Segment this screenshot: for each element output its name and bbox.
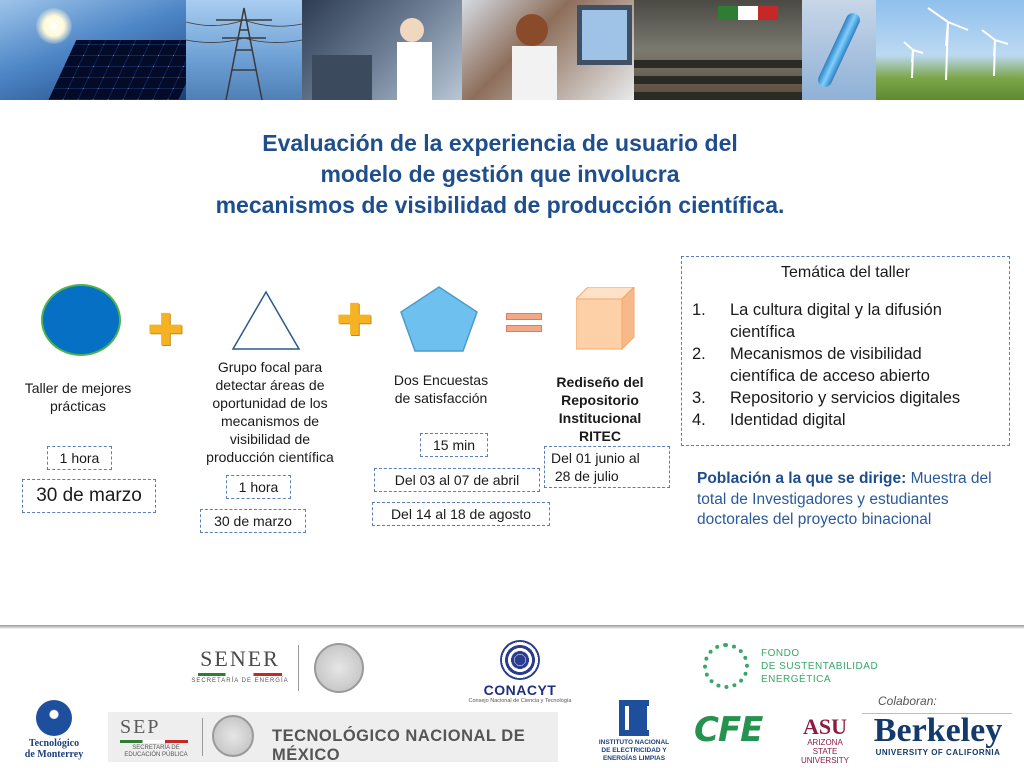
- surveys-date-box-2: Del 14 al 18 de agosto: [372, 502, 550, 526]
- topics-box: [681, 256, 1010, 446]
- workshop-date-box: 30 de marzo: [22, 479, 156, 513]
- mexico-seal-icon: [314, 643, 364, 693]
- topic-item: [692, 343, 999, 387]
- focus-group-label-line: oportunidad de los: [212, 395, 328, 411]
- topics-list: [692, 299, 999, 431]
- conacyt-logo-word: CONACYT: [483, 682, 557, 698]
- workshop-label-line: Taller de mejores: [24, 380, 132, 396]
- sep-tecnm-logo: [108, 712, 558, 762]
- berkeley-logo-sub: UNIVERSITY OF CALIFORNIA: [875, 748, 1001, 757]
- conacyt-logo-sub: Consejo Nacional de Ciencia y Tecnología: [468, 698, 572, 704]
- title-line-2: modelo de gestión que involucra: [320, 161, 680, 187]
- focus-group-label-line: visibilidad de: [229, 431, 311, 447]
- asu-logo-sub-line: UNIVERSITY: [800, 756, 849, 765]
- fondo-ring-icon: [703, 643, 749, 689]
- topic-item: [692, 409, 999, 431]
- banner-testtube-image: [802, 0, 876, 100]
- redesign-date-box: [544, 446, 670, 488]
- fondo-sustentabilidad-logo: [703, 643, 893, 689]
- fondo-logo-line: DE SUSTENTABILIDAD: [761, 660, 879, 672]
- ine-logo-line: INSTITUTO NACIONAL: [598, 739, 670, 746]
- topic-text: Repositorio y servicios digitales: [730, 389, 961, 407]
- tec-monterrey-logo: [22, 700, 86, 760]
- workshop-label-line: prácticas: [49, 398, 107, 414]
- surveys-date-box-1: Del 03 al 07 de abril: [374, 468, 540, 492]
- berkeley-logo-word: Berkeley: [873, 712, 1003, 749]
- topic-text: [730, 343, 930, 387]
- ine-logo-text: [598, 739, 670, 763]
- workshop-duration-box: 1 hora: [47, 446, 112, 470]
- ine-logo: [598, 700, 670, 763]
- berkeley-logo: [858, 714, 1018, 757]
- target-population: [697, 469, 1007, 531]
- focus-group-label-line: mecanismos de: [220, 413, 320, 429]
- fondo-logo-line: ENERGÉTICA: [761, 673, 832, 685]
- redesign-date-line: Del 01 junio al: [551, 450, 640, 466]
- ine-emblem-icon: [619, 700, 649, 736]
- tec-monterrey-logo-text: [22, 738, 86, 760]
- tec-logo-line: Tecnológico: [28, 738, 80, 749]
- focus-group-duration-box: 1 hora: [226, 475, 291, 499]
- topic-text-line: científica de acceso abierto: [730, 367, 930, 385]
- title-line-1: Evaluación de la experiencia de usuario del: [262, 130, 738, 156]
- topic-number: 4.: [692, 411, 706, 429]
- surveys-label-line: de satisfacción: [394, 390, 488, 406]
- plus-icon: ✚: [147, 305, 184, 356]
- divider: [202, 718, 203, 756]
- equals-icon: [506, 313, 542, 337]
- banner: [0, 0, 1024, 100]
- focus-group-label-line: Grupo focal para: [217, 359, 323, 375]
- surveys-label-line: Dos Encuestas: [393, 372, 489, 388]
- fondo-logo-line: FONDO: [761, 647, 800, 659]
- redesign-label-line: Rediseño del: [556, 374, 644, 390]
- surveys-label: [375, 371, 507, 407]
- redesign-date-line: 28 de julio: [551, 468, 619, 484]
- focus-group-label-line: detectar áreas de: [215, 377, 325, 393]
- topic-number: 1.: [692, 301, 706, 319]
- surveys-duration-box: 15 min: [420, 433, 488, 457]
- focus-group-date-box: 30 de marzo: [200, 509, 306, 533]
- asu-logo-sub: [797, 738, 853, 765]
- focus-group-triangle-icon: [231, 290, 301, 352]
- banner-lab-image: [302, 0, 462, 100]
- banner-windmills-image: [876, 0, 1024, 100]
- sener-logo-word: SENER: [200, 646, 280, 671]
- tec-logo-line: de Monterrey: [24, 749, 84, 760]
- topic-text-line: científica: [730, 323, 796, 341]
- topics-title: Temática del taller: [781, 264, 910, 281]
- redesign-label: [540, 373, 660, 445]
- sener-logo: [190, 647, 290, 684]
- conacyt-logo: [468, 640, 572, 704]
- redesign-label-line: RITEC: [579, 428, 621, 444]
- sep-logo-word: SEP: [120, 716, 161, 738]
- banner-powerlines-image: [186, 0, 302, 100]
- topic-text-line: Mecanismos de visibilidad: [730, 345, 922, 363]
- asu-logo-sub-line: ARIZONA STATE: [807, 738, 843, 756]
- topic-text: Identidad digital: [730, 411, 846, 429]
- workshop-label: [18, 379, 138, 415]
- conacyt-dots-icon: [500, 640, 540, 680]
- topic-item: [692, 299, 999, 343]
- collaborators-label: Colaboran:: [878, 694, 937, 708]
- cfe-logo: CFE: [694, 710, 763, 750]
- tec-monterrey-emblem-icon: [36, 700, 72, 736]
- mexico-seal-icon: [212, 715, 254, 757]
- footer-divider: [0, 625, 1024, 629]
- surveys-pentagon-icon: [399, 285, 479, 353]
- redesign-cube-icon: [576, 287, 636, 351]
- banner-solar-image: [0, 0, 186, 100]
- topic-number: 3.: [692, 389, 706, 407]
- sep-logo-sub: [116, 745, 196, 759]
- topic-number: 2.: [692, 345, 706, 363]
- asu-logo-word: ASU: [802, 714, 847, 739]
- topic-text: [730, 299, 942, 343]
- focus-group-label-line: producción científica: [206, 449, 334, 465]
- topic-item: [692, 387, 999, 409]
- page-title: [100, 128, 900, 221]
- divider: [298, 645, 299, 691]
- focus-group-label: [195, 358, 345, 466]
- topic-text-line: La cultura digital y la difusión: [730, 301, 942, 319]
- sener-logo-sub: SECRETARÍA DE ENERGÍA: [191, 678, 289, 684]
- sep-logo-sub-line: EDUCACIÓN PÚBLICA: [124, 752, 188, 758]
- asu-logo: [797, 716, 853, 765]
- redesign-label-line: Institucional: [558, 410, 642, 426]
- ine-logo-line: ENERGÍAS LIMPIAS: [602, 755, 666, 762]
- ine-logo-line: DE ELECTRICIDAD Y: [601, 747, 667, 754]
- tecnm-logo-word: TECNOLÓGICO NACIONAL DE MÉXICO: [272, 727, 526, 764]
- title-line-3: mecanismos de visibilidad de producción científica.: [215, 192, 785, 218]
- population-text: Muestra del total de Investigadores y estudiantes doctorales del proyecto binacional: [697, 470, 992, 528]
- sep-logo-sub-line: SECRETARÍA DE: [132, 745, 180, 751]
- population-lead: Población a la que se dirige:: [697, 470, 907, 487]
- redesign-label-line: Repositorio: [561, 392, 639, 408]
- fondo-logo-text: [761, 647, 878, 686]
- banner-congress-image: [634, 0, 802, 100]
- plus-icon: ✚: [336, 295, 373, 346]
- banner-researcher-image: [462, 0, 634, 100]
- workshop-circle-icon: [41, 284, 121, 356]
